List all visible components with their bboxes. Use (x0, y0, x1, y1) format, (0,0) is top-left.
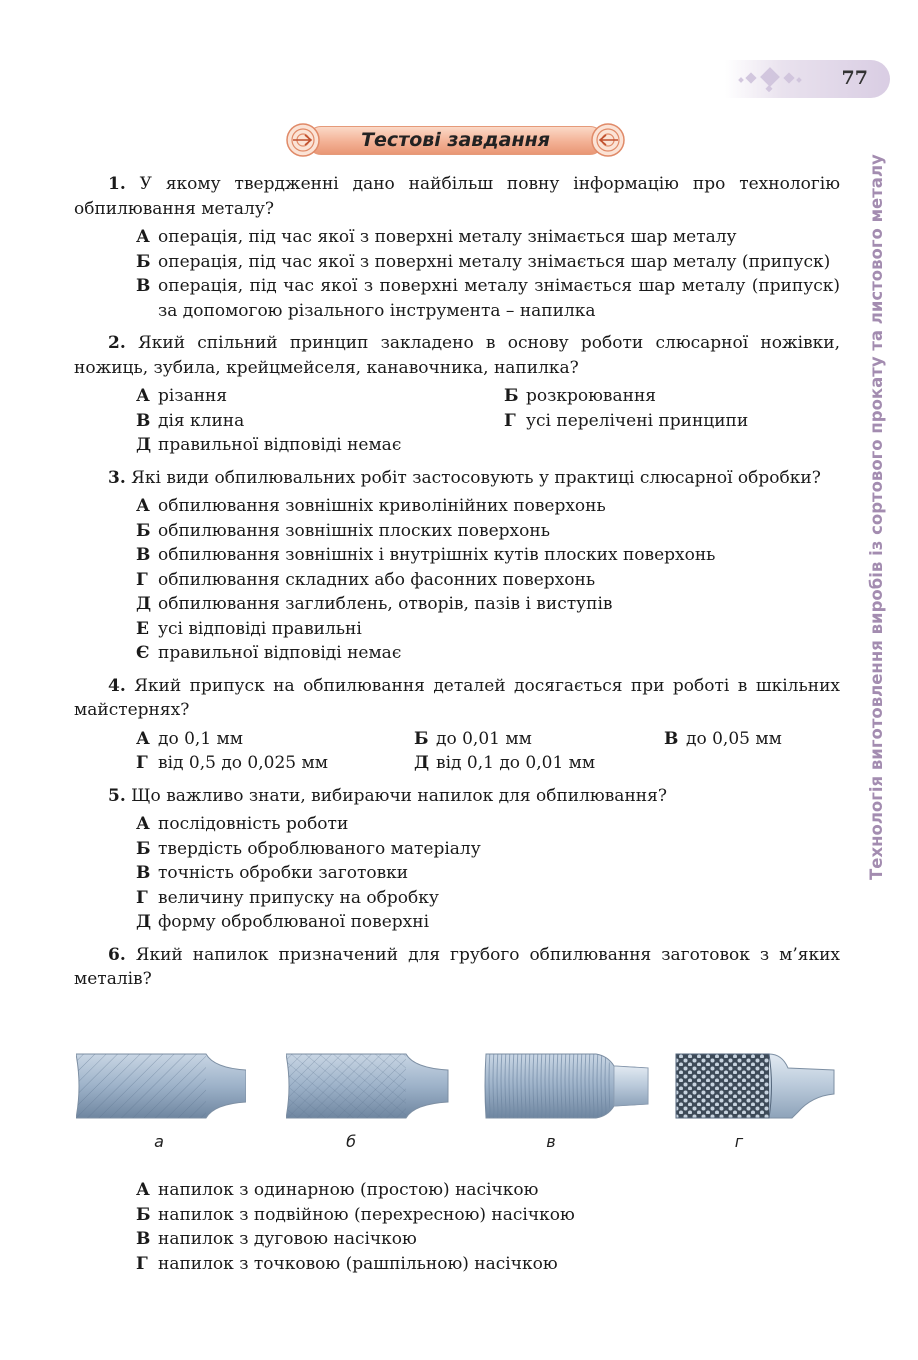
option-letter: Е (136, 618, 149, 639)
file-figure-a (76, 1050, 246, 1151)
option-text: послідовність роботи (158, 814, 349, 834)
option-text: обпилювання зовнішніх криволінійних поверхонь (158, 496, 606, 516)
answer-option (136, 1203, 836, 1228)
question-number: 4. (108, 675, 126, 696)
page-number: 77 (841, 67, 868, 89)
question-text: Який припуск на обпилювання деталей досягається при роботі в шкільних майстернях? (74, 675, 840, 720)
option-text: обпилювання зовнішніх і внутрішніх кутів плоских поверхонь (158, 545, 716, 565)
file-figure-d (674, 1050, 840, 1151)
answer-option (136, 250, 840, 275)
question-3 (74, 466, 840, 491)
option-letter: Г (136, 887, 148, 908)
option-text: до 0,1 мм (158, 728, 243, 749)
figure-label: в (546, 1132, 556, 1151)
file-figure-b (286, 1050, 456, 1151)
option-letter: Д (414, 753, 430, 773)
option-text: дія клина (158, 410, 245, 431)
answer-option (504, 409, 844, 434)
question-5-options (136, 812, 840, 935)
option-letter: А (136, 1180, 150, 1200)
answer-option (136, 727, 414, 752)
option-text: операція, під час якої з поверхні металу знімається шар металу (припуск) за допомогою різального інструмента – напилка (158, 276, 840, 321)
answer-option (136, 641, 840, 666)
question-6-options (136, 1178, 836, 1276)
option-letter: А (136, 386, 150, 406)
option-letter: Д (136, 594, 152, 614)
answer-option (664, 727, 844, 752)
option-text: напилок з подвійною (перехресною) насічкою (158, 1204, 575, 1225)
option-letter: Г (136, 1253, 148, 1274)
option-text: обпилювання складних або фасонних поверхонь (158, 569, 596, 590)
question-1 (74, 172, 840, 221)
option-letter: В (136, 545, 151, 565)
question-4 (74, 674, 840, 723)
question-3-options (136, 494, 840, 666)
side-chapter-title: Технологія виготовлення виробів із сортового прокату та листового металу (867, 154, 886, 880)
option-text: усі відповіді правильні (158, 618, 362, 639)
option-letter: Б (136, 1204, 151, 1225)
option-text: операція, під час якої з поверхні металу знімається шар металу (158, 227, 737, 247)
answer-option (136, 1227, 836, 1252)
option-text: величину припуску на обробку (158, 887, 439, 908)
question-5 (74, 784, 840, 809)
answer-option (136, 1178, 836, 1203)
option-text: усі перелічені принципи (526, 410, 749, 431)
section-header (283, 120, 628, 160)
figure-label: б (346, 1132, 356, 1151)
option-letter: В (136, 410, 151, 431)
answer-option (136, 409, 504, 434)
option-text: від 0,5 до 0,025 мм (158, 753, 328, 773)
question-number: 6. (108, 944, 126, 965)
answer-option (504, 384, 844, 409)
test-questions (74, 172, 840, 992)
option-letter: А (136, 227, 150, 247)
option-letter: Б (136, 838, 151, 859)
question-text: Які види обпилювальних робіт застосовують у практиці слюсарної обробки? (131, 467, 821, 488)
question-number: 1. (108, 174, 126, 194)
option-text: правильної відповіді немає (158, 435, 402, 455)
answer-option (136, 433, 504, 458)
option-letter: Б (414, 728, 429, 749)
option-letter: В (136, 863, 151, 883)
option-text: різання (158, 386, 228, 406)
option-letter: Д (136, 912, 152, 932)
option-text: до 0,05 мм (686, 728, 782, 749)
question-text: У якому твердженні дано найбільш повну інформацію про технологію обпилювання металу? (74, 174, 841, 219)
option-letter: Б (504, 386, 519, 406)
option-letter: Г (504, 410, 516, 431)
answer-option (136, 812, 840, 837)
question-2-options (136, 384, 840, 458)
option-text: форму оброблюваної поверхні (158, 912, 430, 932)
ornament-icon (735, 64, 805, 94)
answer-option (414, 751, 664, 776)
option-letter: Б (136, 520, 151, 541)
question-4-options (136, 727, 840, 776)
answer-option (136, 592, 840, 617)
option-text: операція, під час якої з поверхні металу знімається шар металу (припуск) (158, 251, 831, 272)
option-letter: Г (136, 753, 148, 773)
question-text: Що важливо знати, вибираючи напилок для обпилювання? (131, 785, 667, 806)
answer-option (136, 543, 840, 568)
question-1-options (136, 225, 840, 323)
page-number-tab (725, 60, 890, 98)
figure-label: а (154, 1132, 164, 1151)
answer-option (136, 1252, 836, 1277)
answer-option (136, 837, 840, 862)
option-letter: Г (136, 569, 148, 590)
question-2 (74, 331, 840, 380)
answer-option (136, 910, 840, 935)
option-letter: В (136, 1229, 151, 1249)
option-text: до 0,01 мм (436, 728, 532, 749)
option-text: від 0,1 до 0,01 мм (436, 753, 596, 773)
question-number: 5. (108, 785, 126, 806)
option-letter: А (136, 728, 150, 749)
answer-option (136, 225, 840, 250)
figure-label: г (734, 1132, 744, 1151)
answer-option (414, 727, 664, 752)
question-number: 3. (108, 467, 126, 488)
option-text: напилок з точковою (рашпільною) насічкою (158, 1253, 558, 1274)
section-title: Тестові завдання (361, 129, 550, 151)
option-text: розкроювання (526, 386, 657, 406)
option-letter: Є (136, 643, 150, 663)
answer-option (136, 751, 414, 776)
answer-option (136, 617, 840, 642)
question-number: 2. (108, 333, 126, 353)
option-text: напилок з дуговою насічкою (158, 1229, 417, 1249)
option-text: точність обробки заготовки (158, 863, 409, 883)
question-6 (74, 943, 840, 992)
option-letter: В (664, 728, 679, 749)
option-letter: В (136, 276, 151, 296)
answer-option (136, 384, 504, 409)
answer-option (136, 274, 840, 323)
answer-option (136, 568, 840, 593)
answer-option (136, 886, 840, 911)
question-text: Який напилок призначений для грубого обпилювання заготовок з м’яких металів? (74, 944, 841, 989)
option-text: обпилювання заглиблень, отворів, пазів і виступів (158, 594, 613, 614)
option-letter: Д (136, 435, 152, 455)
option-letter: А (136, 496, 150, 516)
option-text: обпилювання зовнішніх плоских поверхонь (158, 520, 550, 541)
answer-option (136, 494, 840, 519)
option-text: твердість оброблюваного матеріалу (158, 838, 481, 859)
option-text: правильної відповіді немає (158, 643, 402, 663)
option-letter: А (136, 814, 150, 834)
option-text: напилок з одинарною (простою) насічкою (158, 1180, 539, 1200)
file-cut-figures (74, 1050, 840, 1160)
option-letter: Б (136, 251, 151, 272)
question-text: Який спільний принцип закладено в основу роботи слюсарної ножівки, ножиць, зубила, крейцмейселя, канавочника, напилка? (74, 333, 840, 378)
file-figure-c (484, 1050, 654, 1151)
answer-option (136, 519, 840, 544)
answer-option (136, 861, 840, 886)
